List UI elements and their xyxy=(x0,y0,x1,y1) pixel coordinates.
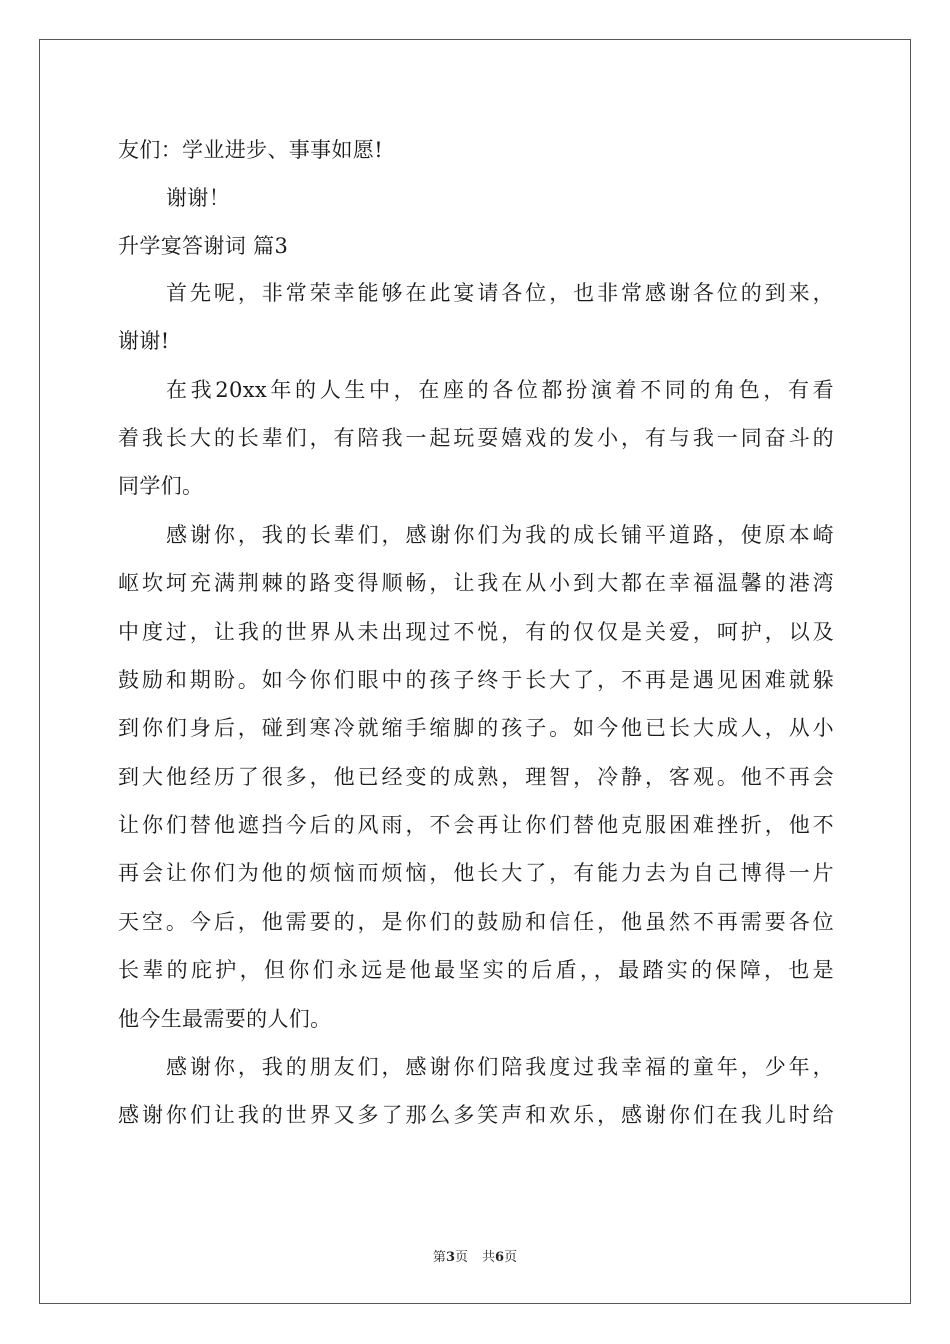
text-line: 天空。今后，他需要的，是你们的鼓励和信任，他虽然不再需要各位 xyxy=(118,909,834,934)
text-line: 再会让你们为他的烦恼而烦恼，他长大了，有能力去为自己博得一片 xyxy=(118,861,834,886)
text-line: 友们：学业进步、事事如愿! xyxy=(118,138,383,162)
text-line: 首先呢，非常荣幸能够在此宴请各位，也非常感谢各位的到来， xyxy=(166,280,834,305)
text-line: 岖坎坷充满荆棘的路变得顺畅，让我在从小到大都在幸福温馨的港湾 xyxy=(118,571,834,596)
page-footer xyxy=(0,1246,950,1265)
text-line: 着我长大的长辈们，有陪我一起玩耍嬉戏的发小，有与我一同奋斗的 xyxy=(118,425,834,450)
text-line: 让你们替他遮挡今后的风雨，不会再让你们替他克服困难挫折，他不 xyxy=(118,813,834,838)
page-prefix: 第 xyxy=(432,1250,446,1265)
total-suffix: 页 xyxy=(504,1250,518,1265)
text-line: 感谢你，我的朋友们，感谢你们陪我度过我幸福的童年，少年， xyxy=(166,1055,834,1080)
text-line: 他今生最需要的人们。 xyxy=(118,1006,332,1031)
text-line: 谢谢！ xyxy=(166,186,231,211)
text-line: 同学们。 xyxy=(118,474,204,499)
text-line: 到你们身后，碰到寒冷就缩手缩脚的孩子。如今他已长大成人，从小 xyxy=(118,716,834,741)
text-line: 在我20xx年的人生中，在座的各位都扮演着不同的角色，有看 xyxy=(166,377,834,402)
document-body xyxy=(118,126,834,1140)
page-suffix: 页 xyxy=(454,1250,468,1265)
section-heading: 升学宴答谢词 篇3 xyxy=(118,233,289,258)
text-line: 到大他经历了很多，他已经变的成熟，理智，冷静，客观。他不再会 xyxy=(118,764,834,789)
text-line: 中度过，让我的世界从未出现过不悦，有的仅仅是关爱，呵护，以及 xyxy=(118,619,834,644)
current-page-number: 3 xyxy=(445,1250,455,1265)
text-line: 谢谢! xyxy=(118,329,170,354)
total-page-number: 6 xyxy=(495,1250,505,1265)
total-prefix: 共 xyxy=(482,1250,496,1265)
text-line: 鼓励和期盼。如今你们眼中的孩子终于长大了，不再是遇见困难就躲 xyxy=(118,667,834,692)
text-line: 感谢你，我的长辈们，感谢你们为我的成长铺平道路，使原本崎 xyxy=(166,522,834,547)
text-line: 长辈的庇护，但你们永远是他最坚实的后盾，，最踏实的保障，也是 xyxy=(118,958,834,983)
text-line: 感谢你们让我的世界又多了那么多笑声和欢乐，感谢你们在我儿时给 xyxy=(118,1103,834,1128)
